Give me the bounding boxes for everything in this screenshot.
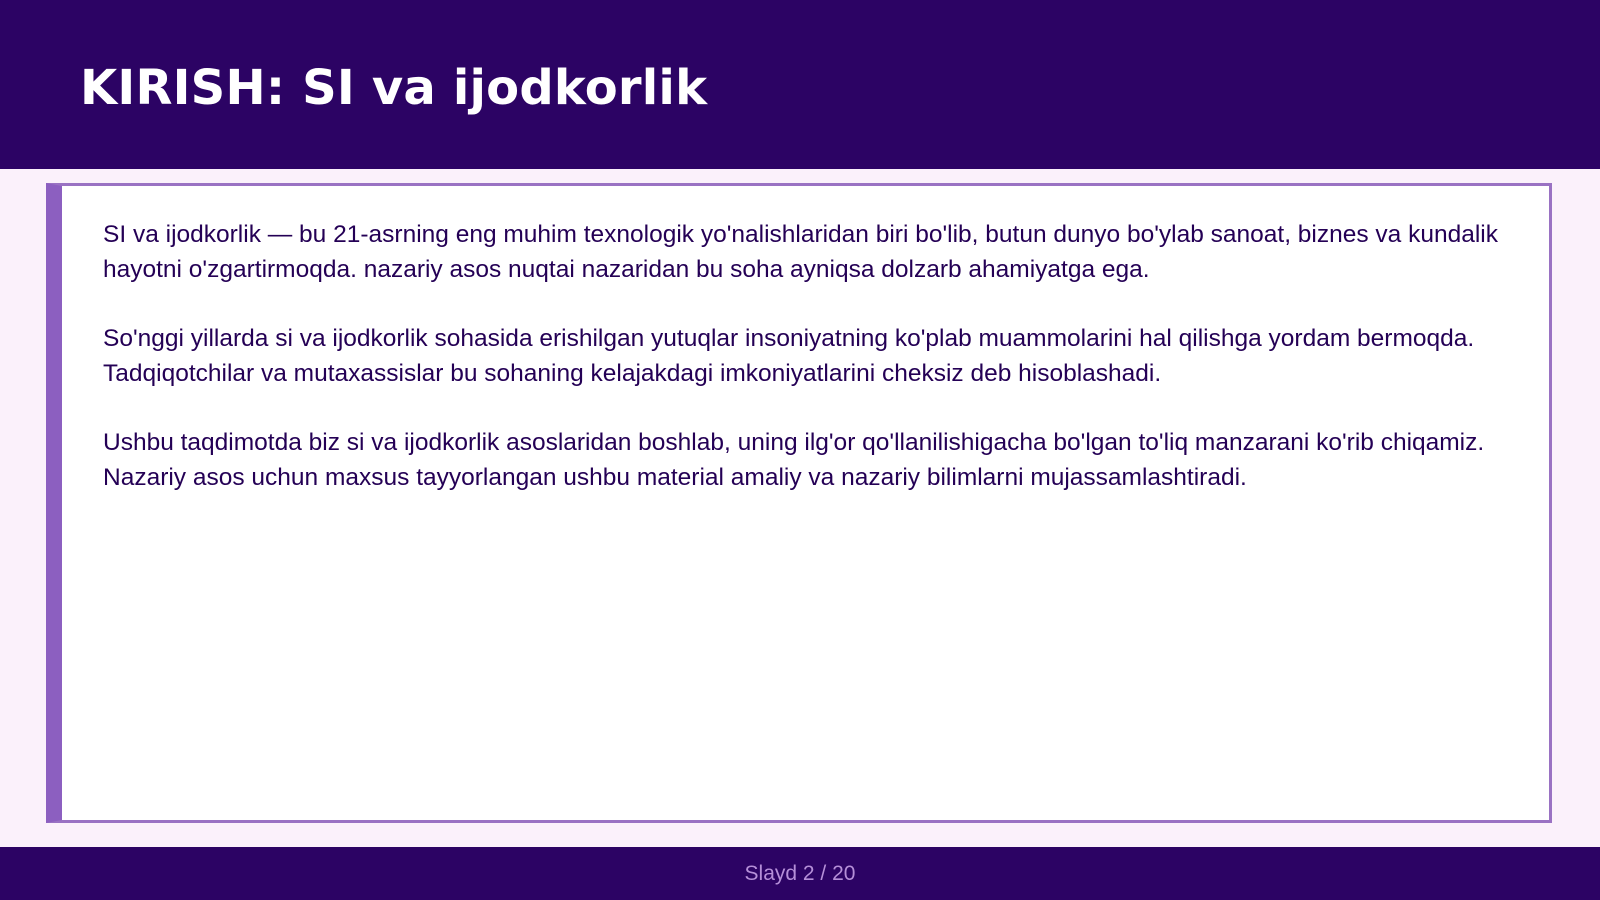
slide-footer bbox=[0, 847, 1600, 900]
paragraph-1: SI va ijodkorlik — bu 21-asrning eng muhim texnologik yo'nalishlaridan biri bo'lib, butun dunyo bo'ylab sanoat, biznes va kundalik hayotni o'zgartirmoqda. nazariy asos nuqtai nazaridan bu soha ayniqsa dolzarb ahamiyatga ega. bbox=[103, 221, 1499, 283]
paragraph-3: Ushbu taqdimotda biz si va ijodkorlik asoslaridan boshlab, uning ilg'or qo'llanilishigacha bo'lgan to'liq manzarani ko'rib chiqamiz. Nazariy asos uchun maxsus tayyorlangan ushbu material amaliy va nazariy bilimlarni mujassamlashtiradi. bbox=[103, 429, 1485, 491]
paragraph-2: So'nggi yillarda si va ijodkorlik sohasida erishilgan yutuqlar insoniyatning ko'plab muammolarini hal qilishga yordam bermoqda. Tadqiqotchilar va mutaxassislar bu sohaning kelajakdagi imkoniyatlarini cheksiz deb hisoblashadi. bbox=[103, 325, 1475, 387]
slide-header bbox=[0, 0, 1600, 169]
slide-number: Slayd 2 / 20 bbox=[744, 862, 856, 885]
body-text bbox=[103, 217, 1513, 529]
slide-title: KIRISH: SI va ijodkorlik bbox=[80, 60, 708, 116]
content-card bbox=[46, 183, 1552, 823]
